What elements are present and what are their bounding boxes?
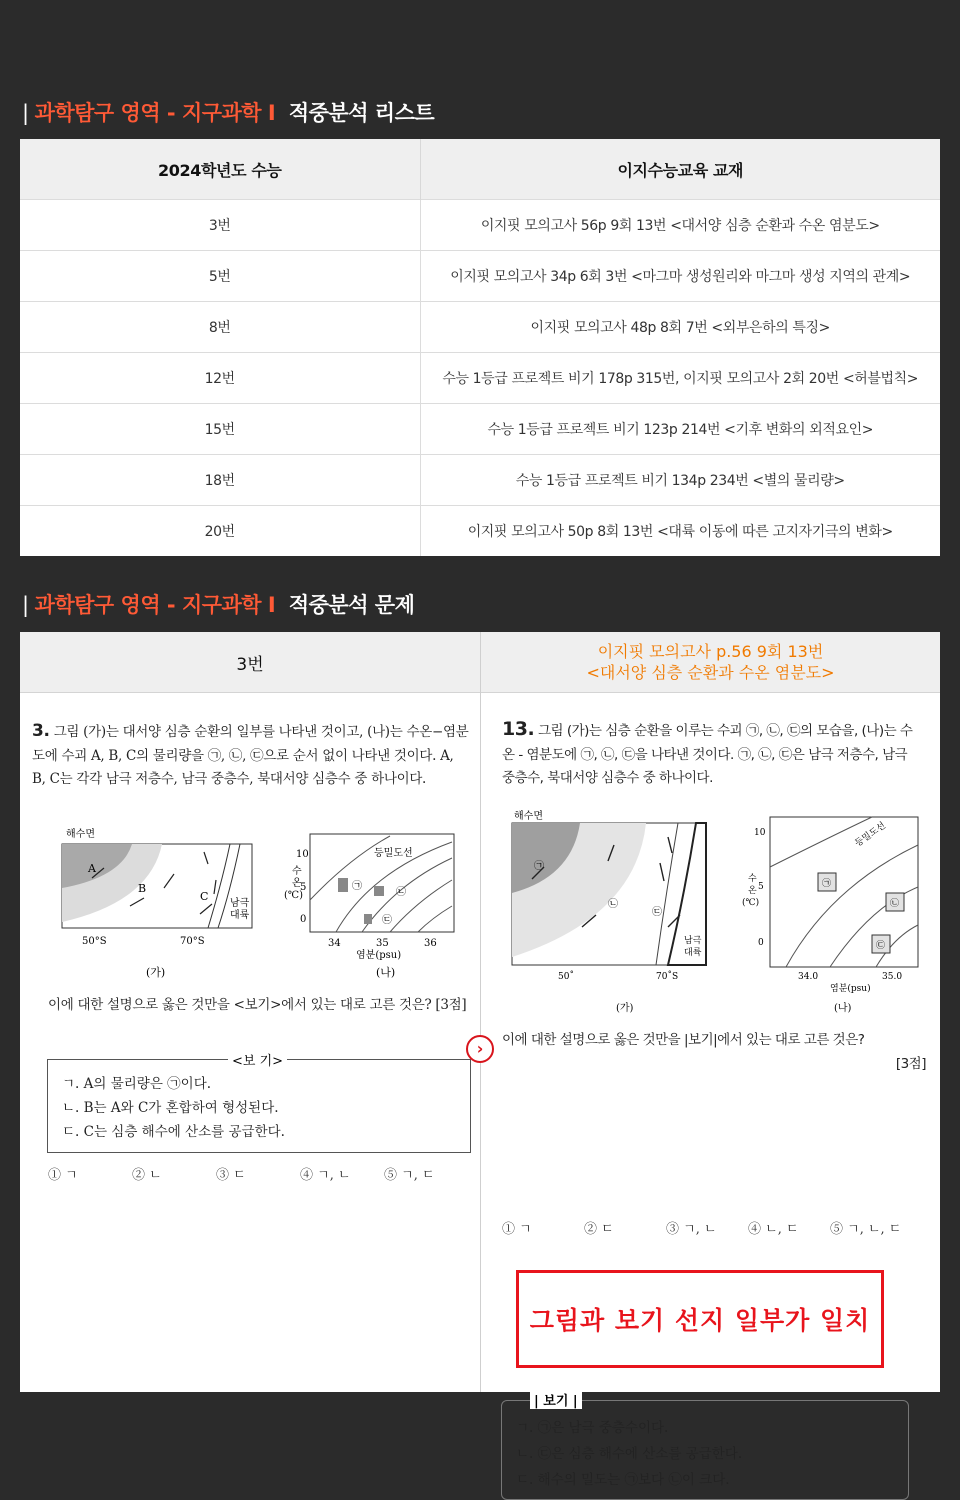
cell-source: 이지핏 모의고사 56p 9회 13번 <대서양 심층 순환과 수온 염분도>: [420, 200, 940, 251]
right-prompt: 이에 대한 설명으로 옳은 것만을 |보기|에서 있는 대로 고른 것은?: [502, 1032, 865, 1048]
x-tick-34: 34: [328, 938, 341, 949]
table-row: [20, 200, 940, 251]
problem-section-title: | 과학탐구 영역 - 지구과학 Ⅰ 적중분석 문제: [22, 593, 415, 617]
fig-a-caption: (가): [146, 966, 166, 979]
title-subject: 과학탐구 영역 - 지구과학 Ⅰ: [34, 593, 276, 617]
table-row: [20, 506, 940, 557]
table-row: [20, 251, 940, 302]
right-header-topic: <대서양 심층 순환과 수온 염분도>: [586, 663, 835, 682]
y-label-1: 수: [292, 866, 302, 877]
cell-source: 이지핏 모의고사 34p 6회 3번 <마그마 생성원리와 마그마 생성 지역의 관계>: [420, 251, 940, 302]
lat-50-label: 50˚: [558, 972, 574, 982]
left-prompt: 이에 대한 설명으로 옳은 것만을 <보기>에서 있는 대로 고른 것은? [3점]: [48, 997, 467, 1013]
choice-3: ③ ㄱ, ㄴ: [666, 1222, 717, 1237]
bogi-item: ㄷ. C는 심층 해수에 산소를 공급한다.: [62, 1124, 285, 1140]
title-topic: 적중분석 문제: [288, 593, 415, 617]
bogi-item: ㄴ. B는 A와 C가 혼합하여 형성된다.: [62, 1100, 279, 1116]
continent-label-1: 남극: [684, 936, 702, 946]
y-label-2: 온: [748, 886, 757, 896]
bogi-item: ㄱ. ㉠은 남극 중층수이다.: [516, 1420, 669, 1436]
cell-question-no: 8번: [20, 302, 420, 353]
right-question-text: 13. 그림 (가)는 심층 순환을 이루는 수괴 ㉠, ㉡, ㉢의 모습을, (나)는 수온 - 염분도에 ㉠, ㉡, ㉢을 나타낸 것이다. ㉠, ㉡, ㉢은 남극 저층수, 남극 중층수, 북대서양 심층수 중 하나이다.: [502, 718, 913, 786]
marker-a-box: [338, 878, 348, 892]
left-question-text: 3. 그림 (가)는 대서양 심층 순환의 일부를 나타낸 것이고, (나)는 수온−염분도에 수괴 A, B, C의 물리량을 ㉠, ㉡, ㉢으로 순서 없이 나타낸 것이다. A, B, C는 각각 남극 저층수, 남극 중층수, 북대서양 심층수 중 하나이다.: [32, 721, 469, 787]
table-row: [20, 353, 940, 404]
x-tick-35: 35: [376, 938, 389, 949]
x-axis-label: 염분(psu): [356, 950, 402, 961]
marker-3-label: ㉢: [652, 907, 662, 918]
choice-3: ③ ㄷ: [216, 1168, 246, 1183]
choice-4: ④ ㄴ, ㄷ: [748, 1222, 799, 1237]
isoline-label: 등밀도선: [374, 848, 413, 859]
left-bogi-box: [47, 1054, 471, 1153]
table-row: [20, 455, 940, 506]
table-header-row: [20, 139, 940, 200]
choice-2: ② ㄷ: [584, 1222, 614, 1237]
cell-source: 수능 1등급 프로젝트 비기 134p 234번 <별의 물리량>: [420, 455, 940, 506]
bogi-item: ㄷ. 해수의 밀도는 ㉠보다 ㉡이 크다.: [516, 1472, 730, 1488]
right-header-source: 이지핏 모의고사 p.56 9회 13번: [597, 642, 824, 661]
mass-b-label: B: [138, 882, 147, 895]
y-tick-10: 10: [296, 849, 309, 860]
box-2-label: ㉡: [890, 899, 900, 909]
col-header-exam: 2024학년도 수능: [20, 139, 420, 200]
y-label-2: 온: [292, 878, 302, 889]
lat-70-label: 70°S: [180, 936, 205, 947]
continent-label-2: 대륙: [684, 948, 702, 958]
col-header-textbook: 이지수능교육 교재: [420, 139, 940, 200]
y-tick-5: 5: [758, 882, 764, 892]
y-label-1: 수: [748, 874, 757, 884]
x-axis-label: 염분(psu): [830, 984, 871, 994]
lat-50-label: 50°S: [82, 936, 107, 947]
right-question-number: 13.: [502, 718, 535, 740]
right-answer-choices: [502, 1218, 920, 1237]
y-tick-10: 10: [754, 828, 766, 838]
x-tick-34: 34.0: [798, 972, 819, 982]
left-answer-choices: [48, 1164, 464, 1183]
marker-2-label: ㉡: [396, 887, 406, 898]
table-row: [20, 302, 940, 353]
right-bogi-box: [501, 1394, 909, 1500]
right-panel-header: [481, 632, 940, 693]
bogi-item: ㄴ. ㉢은 심층 해수에 산소를 공급한다.: [516, 1446, 743, 1462]
cell-question-no: 15번: [20, 404, 420, 455]
cell-question-no: 5번: [20, 251, 420, 302]
cell-question-no: 12번: [20, 353, 420, 404]
title-topic: 적중분석 리스트: [288, 101, 435, 125]
marker-1-label: ㉠: [534, 861, 544, 872]
mass-a-label: A: [88, 862, 96, 875]
marker-3-label: ㉢: [382, 915, 392, 926]
ts-diagram-frame: [770, 817, 918, 967]
bogi-item: ㄱ. A의 물리량은 ㉠이다.: [62, 1076, 212, 1092]
cell-source: 이지핏 모의고사 48p 8회 7번 <외부은하의 특징>: [420, 302, 940, 353]
fig-b-caption: (나): [834, 1003, 852, 1014]
box-3-label: ㉢: [876, 941, 886, 951]
continent-label-1: 남극: [230, 898, 250, 909]
marker-2-label: ㉡: [608, 899, 618, 910]
bogi-label: | 보기 |: [530, 1390, 582, 1409]
box-1-label: ㉠: [822, 879, 832, 889]
y-tick-0: 0: [300, 914, 307, 925]
x-tick-35: 35.0: [882, 972, 903, 982]
sea-surface-label: 해수면: [66, 829, 95, 840]
sea-surface-label: 해수면: [514, 811, 543, 822]
column-divider: [480, 632, 481, 1392]
choice-5: ⑤ ㄱ, ㄷ: [384, 1168, 435, 1183]
table-row: [20, 404, 940, 455]
isoline-label: 등밀도선: [853, 820, 888, 850]
cell-source: 수능 1등급 프로젝트 비기 123p 214번 <기후 변화의 외적요인>: [420, 404, 940, 455]
problem-comparison-panel: [20, 632, 940, 1488]
fig-b-caption: (나): [376, 966, 396, 979]
lat-70-label: 70˚S: [656, 972, 679, 982]
mass-c-label: C: [200, 890, 209, 903]
choice-5: ⑤ ㄱ, ㄴ, ㄷ: [830, 1222, 902, 1237]
choice-1: ① ㄱ: [502, 1222, 532, 1237]
hit-analysis-table: [20, 139, 940, 556]
cell-question-no: 18번: [20, 455, 420, 506]
cell-source: 수능 1등급 프로젝트 비기 178p 315번, 이지핏 모의고사 2회 20번 <허블법칙>: [420, 353, 940, 404]
fig-a-caption: (가): [616, 1003, 634, 1014]
y-tick-5: 5: [300, 882, 307, 893]
cell-source: 이지핏 모의고사 50p 8회 13번 <대륙 이동에 따른 고지자기극의 변화>: [420, 506, 940, 557]
choice-2: ② ㄴ: [132, 1168, 162, 1183]
y-tick-0: 0: [758, 938, 764, 948]
left-panel-header: 3번: [20, 632, 480, 693]
bogi-label: <보 기>: [228, 1050, 287, 1069]
marker-c-box: [364, 914, 372, 924]
y-label-3: (℃): [284, 890, 303, 901]
match-note-box: 그림과 보기 선지 일부가 일치: [516, 1270, 884, 1368]
list-section-title: | 과학탐구 영역 - 지구과학 Ⅰ 적중분석 리스트: [22, 101, 435, 125]
chevron-right-icon: ›: [466, 1035, 494, 1063]
continent-label-2: 대륙: [230, 910, 250, 921]
choice-4: ④ ㄱ, ㄴ: [300, 1168, 351, 1183]
points-label: [3점]: [895, 1056, 926, 1072]
marker-1-label: ㉠: [352, 881, 362, 892]
left-figure: [40, 822, 470, 982]
cell-question-no: 3번: [20, 200, 420, 251]
marker-b-box: [374, 886, 384, 896]
title-subject: 과학탐구 영역 - 지구과학 Ⅰ: [34, 101, 276, 125]
right-figure: [500, 807, 920, 1017]
left-question-number: 3.: [32, 721, 50, 741]
cell-question-no: 20번: [20, 506, 420, 557]
x-tick-36: 36: [424, 938, 437, 949]
y-label-3: (℃): [742, 898, 760, 908]
choice-1: ① ㄱ: [48, 1168, 78, 1183]
